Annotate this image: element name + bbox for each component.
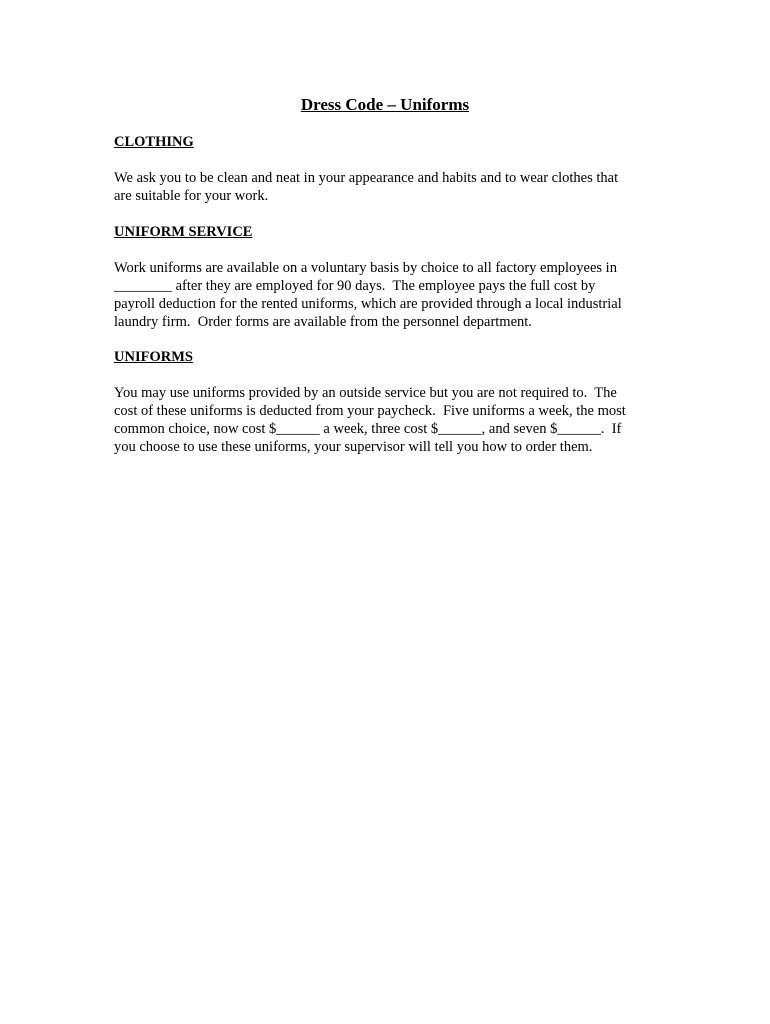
paragraph-line: common choice, now cost $______ a week, three cost $______, and seven $______. If [114,421,622,437]
paragraph-line: You may use uniforms provided by an outside service but you are not required to. The [114,385,617,401]
section-heading-clothing: CLOTHING [114,134,194,150]
section-heading-uniform-service: UNIFORM SERVICE [114,224,253,240]
section-paragraph-uniforms [114,384,659,456]
paragraph-line: cost of these uniforms is deducted from your paycheck. Five uniforms a week, the most [114,403,626,419]
section-paragraph-uniform-service [114,259,659,331]
section-paragraph-clothing [114,169,659,205]
section-heading-uniforms: UNIFORMS [114,349,193,365]
document-title: Dress Code – Uniforms [300,95,470,114]
paragraph-line: payroll deduction for the rented uniforms, which are provided through a local industrial [114,296,622,312]
paragraph-line: are suitable for your work. [114,188,269,204]
paragraph-line: you choose to use these uniforms, your supervisor will tell you how to order them. [114,439,593,455]
paragraph-line: laundry firm. Order forms are available from the personnel department. [114,314,532,330]
paragraph-line: Work uniforms are available on a voluntary basis by choice to all factory employees in [114,260,617,276]
paragraph-line: We ask you to be clean and neat in your appearance and habits and to wear clothes that [114,170,619,186]
paragraph-line: ________ after they are employed for 90 days. The employee pays the full cost by [114,278,596,294]
